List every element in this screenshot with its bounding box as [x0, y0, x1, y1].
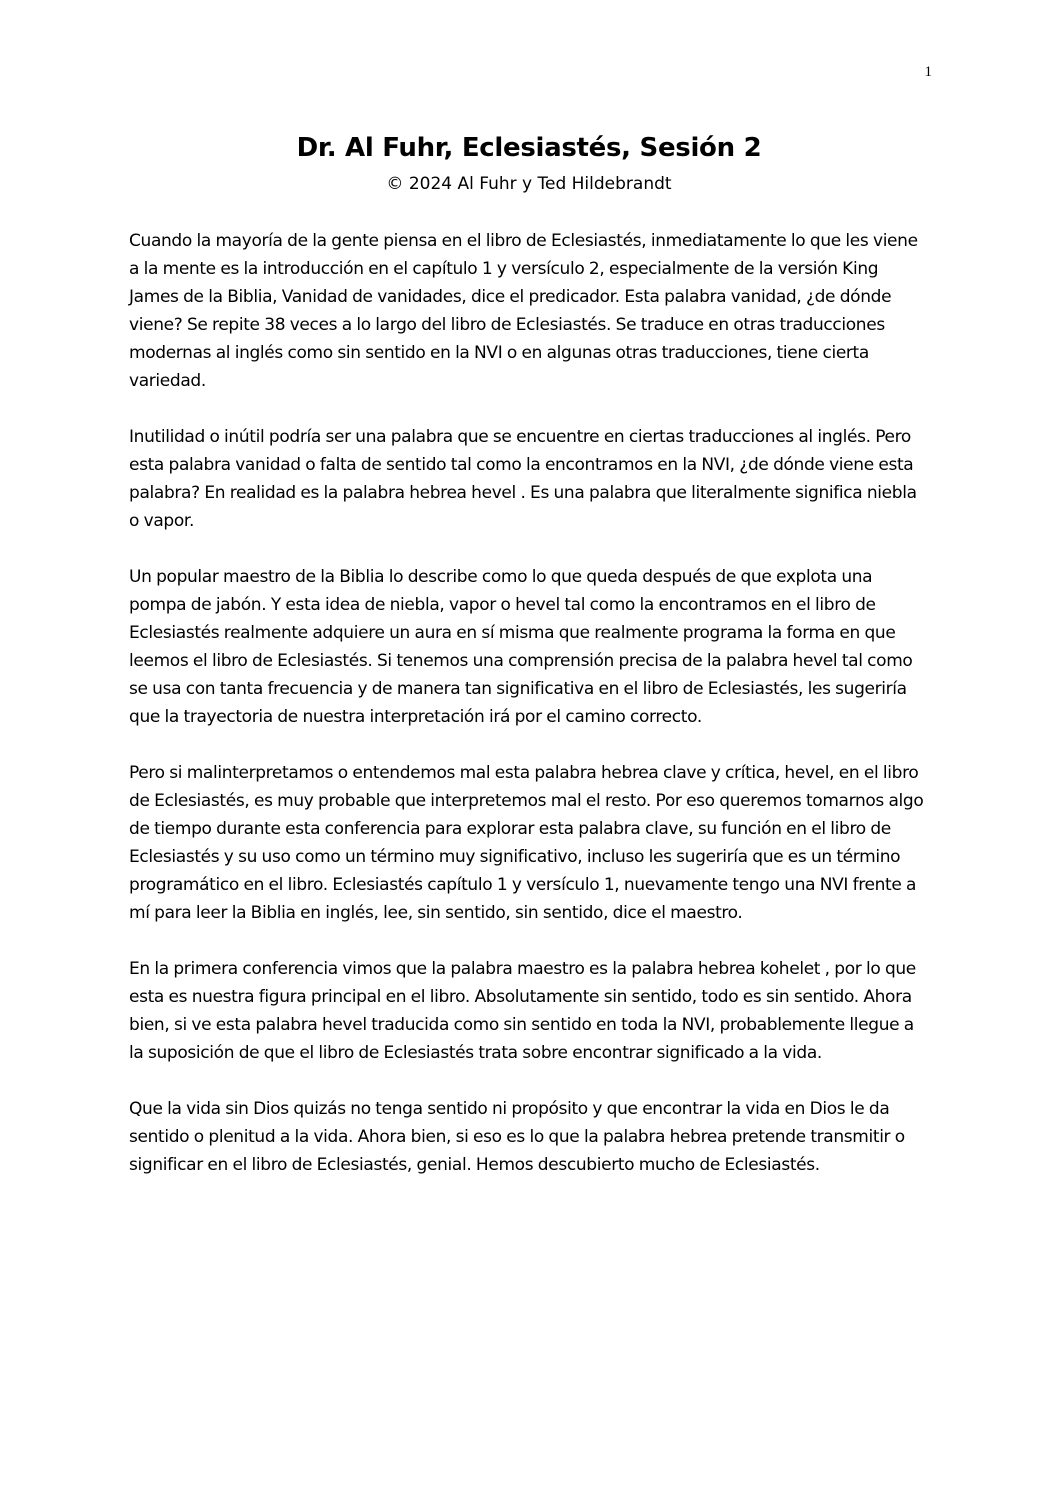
paragraph: Cuando la mayoría de la gente piensa en el libro de Eclesiastés, inmediatamente lo que les viene a la mente es la introducción en el capítulo 1 y versículo 2, especialmente de la versión King James de la Biblia, Vanidad de vanidades, dice el predicador. Esta palabra vanidad, ¿de dónde viene? Se repite 38 veces a lo largo del libro de Eclesiastés. Se traduce en otras traducciones modernas al inglés como sin sentido en la NVI o en algunas otras traducciones, tiene cierta variedad. — [129, 231, 918, 391]
paragraph: Que la vida sin Dios quizás no tenga sentido ni propósito y que encontrar la vida en Dios le da sentido o plenitud a la vida. Ahora bien, si eso es lo que la palabra hebrea pretende transmitir o significar en el libro de Eclesiastés, genial. Hemos descubierto mucho de Eclesiastés. — [129, 1099, 905, 1175]
paragraph: Un popular maestro de la Biblia lo describe como lo que queda después de que explota una pompa de jabón. Y esta idea de niebla, vapor o hevel tal como la encontramos en el libro de Eclesiastés realmente adquiere un aura en sí misma que realmente programa la forma en que leemos el libro de Eclesiastés. Si tenemos una comprensión precisa de la palabra hevel tal como se usa con tanta frecuencia y de manera tan significativa en el libro de Eclesiastés, les sugeriría que la trayectoria de nuestra interpretación irá por el camino correcto. — [129, 567, 913, 727]
paragraph: Pero si malinterpretamos o entendemos mal esta palabra hebrea clave y crítica, hevel, en el libro de Eclesiastés, es muy probable que interpretemos mal el resto. Por eso queremos tomarnos algo de tiempo durante esta conferencia para explorar esta palabra clave, su función en el libro de Eclesiastés y su uso como un término muy significativo, incluso les sugeriría que es un término programático en el libro. Eclesiastés capítulo 1 y versículo 1, nuevamente tengo una NVI frente a mí para leer la Biblia en inglés, lee, sin sentido, sin sentido, dice el maestro. — [129, 763, 924, 923]
paragraph: En la primera conferencia vimos que la palabra maestro es la palabra hebrea kohelet , por lo que esta es nuestra figura principal en el libro. Absolutamente sin sentido, todo es sin sentido. Ahora bien, si ve esta palabra hevel traducida como sin sentido en toda la NVI, probablemente llegue a la suposición de que el libro de Eclesiastés trata sobre encontrar significado a la vida. — [129, 959, 916, 1063]
page-number: 1 — [924, 64, 932, 80]
copyright-line: © 2024 Al Fuhr y Ted Hildebrandt — [386, 174, 672, 194]
document-title: Dr. Al Fuhr, Eclesiastés, Sesión 2 — [296, 133, 762, 163]
document-body — [129, 227, 929, 1207]
paragraph: Inutilidad o inútil podría ser una palabra que se encuentre en ciertas traducciones al inglés. Pero esta palabra vanidad o falta de sentido tal como la encontramos en la NVI, ¿de dónde viene esta palabra? En realidad es la palabra hebrea hevel . Es una palabra que literalmente significa niebla o vapor. — [129, 427, 917, 531]
